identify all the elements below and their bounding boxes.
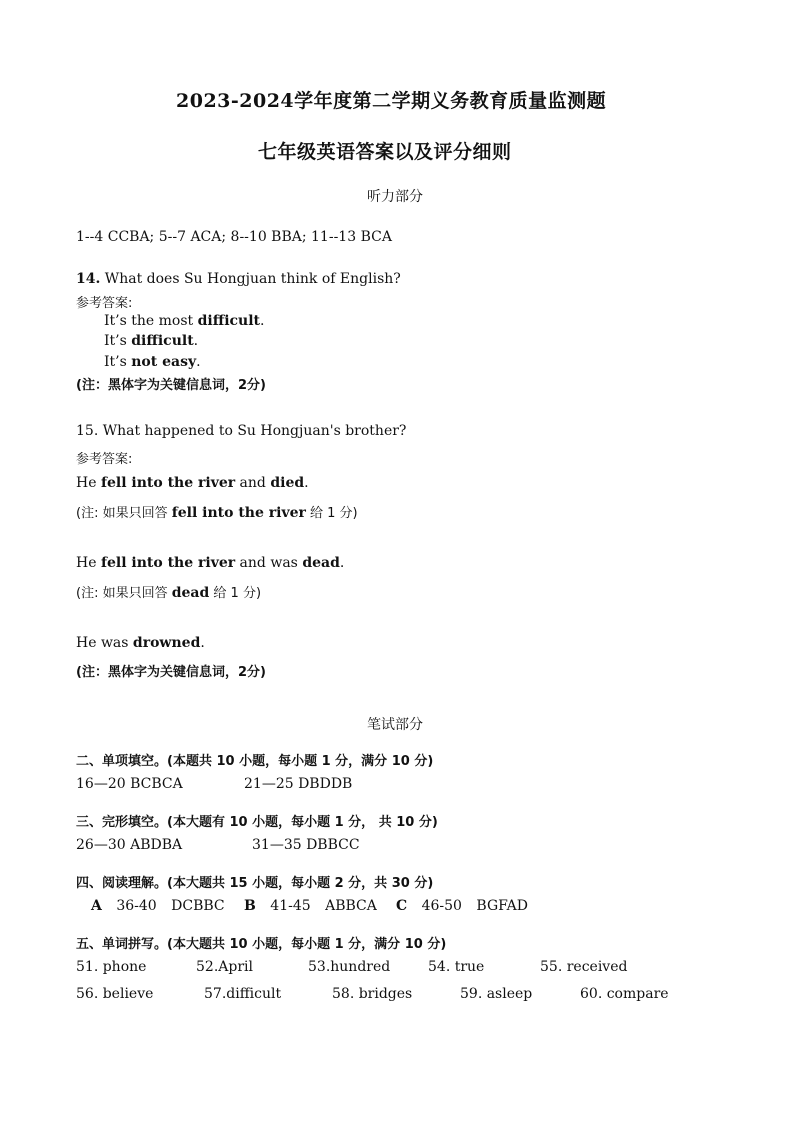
written-header: 笔试部分 (367, 717, 423, 733)
q14-answer-1-post: . (260, 313, 265, 329)
answer-54: 54. true (428, 959, 485, 975)
answer-60: 60. compare (580, 986, 669, 1002)
section-4-item-b-letter: B (244, 898, 256, 914)
q15-answer-2-key2: dead (302, 555, 340, 571)
section-4-item-a-range: 36-40 (116, 898, 157, 914)
section-3-answers-a: 26—30 ABDBA (76, 837, 183, 853)
answer-58: 58. bridges (332, 986, 413, 1002)
q14-answer-3-post: . (196, 354, 201, 370)
q15-note-3: (注：黑体字为关键信息词，2分) (76, 665, 266, 680)
section-4-item-a (91, 898, 225, 914)
q15-note-2 (76, 582, 261, 601)
q14-answer-2-post: . (193, 333, 199, 349)
q15-note-2-post: 给 1 分) (209, 586, 262, 601)
q14-question (76, 271, 401, 287)
q14-answer-2 (104, 333, 198, 349)
section-3-answers-b: 31—35 DBBCC (252, 837, 360, 853)
answer-55: 55. received (540, 959, 628, 975)
q15-answer-1-post: . (304, 475, 309, 491)
q15-answer-3 (76, 635, 205, 651)
q15-note-1-pre: (注: 如果只回答 (76, 506, 172, 521)
q15-note-2-pre: (注: 如果只回答 (76, 586, 172, 601)
answer-57: 57.difficult (204, 986, 282, 1002)
listening-header: 听力部分 (367, 189, 423, 205)
section-3-title: 三、完形填空。(本大题有 10 小题，每小题 1 分， 共 10 分) (76, 815, 438, 830)
section-4-title: 四、阅读理解。(本大题共 15 小题，每小题 2 分，共 30 分) (76, 876, 434, 891)
page-subtitle: 七年级英语答案以及评分细则 (258, 141, 512, 163)
q14-answer-3-key: not easy (131, 354, 197, 370)
q14-ref-label: 参考答案: (76, 296, 133, 311)
q15-note-1 (76, 502, 358, 521)
q14-answer-2-pre: It’s (104, 333, 132, 349)
q15-note-1-post: 给 1 分) (305, 506, 358, 521)
q15-answer-3-key: drowned (132, 635, 201, 651)
page-title: 2023-2024学年度第二学期义务教育质量监测题 (176, 90, 607, 112)
section-4-item-c-answers: BGFAD (476, 898, 528, 914)
answer-52: 52.April (196, 959, 253, 975)
section-4-item-c-range: 46-50 (421, 898, 462, 914)
section-2-answers-b: 21—25 DBDDB (244, 776, 353, 792)
q15-answer-2-mid: and was (235, 555, 303, 571)
q15-note-2-key: dead (171, 585, 210, 601)
answer-51: 51. phone (76, 959, 147, 975)
q15-answer-2-post: . (339, 555, 345, 571)
q15-answer-1-pre: He (76, 475, 101, 491)
q15-answer-3-post: . (200, 635, 205, 651)
q15-answer-1-key: fell into the river (100, 475, 236, 491)
q14-text: What does Su Hongjuan think of English? (100, 271, 401, 287)
section-4-item-a-answers: DCBBC (171, 898, 225, 914)
answer-53: 53.hundred (308, 959, 391, 975)
q14-answer-1-pre: It’s the most (104, 313, 198, 329)
section-4-item-b (244, 898, 377, 914)
listening-answers: 1--4 CCBA; 5--7 ACA; 8--10 BBA; 11--13 BCA (76, 229, 392, 245)
section-5-title: 五、单词拼写。(本大题共 10 小题，每小题 1 分，满分 10 分) (76, 937, 447, 952)
section-2-title: 二、单项填空。(本题共 10 小题，每小题 1 分，满分 10 分) (76, 754, 434, 769)
q14-number: 14. (76, 271, 101, 287)
q15-answer-1-key2: died (270, 475, 305, 491)
q15-answer-2-pre: He (76, 555, 101, 571)
q14-answer-2-key: difficult (131, 333, 194, 349)
q14-answer-3-pre: It’s (104, 354, 132, 370)
q14-answer-1 (104, 313, 264, 329)
q14-note: (注：黑体字为关键信息词，2分) (76, 378, 266, 393)
q15-answer-2 (76, 555, 344, 571)
section-2-answers-a: 16—20 BCBCA (76, 776, 183, 792)
answer-56: 56. believe (76, 986, 154, 1002)
q15-answer-3-pre: He was (76, 635, 133, 651)
section-4-item-b-range: 41-45 (270, 898, 311, 914)
q15-answer-1-mid: and (235, 475, 271, 491)
q15-note-1-key: fell into the river (171, 505, 306, 521)
q15-answer-1 (76, 475, 309, 491)
section-4-item-b-answers: ABBCA (325, 898, 377, 914)
q15-ref-label: 参考答案: (76, 452, 133, 467)
section-4-item-c (396, 898, 528, 914)
q14-answer-1-key: difficult (197, 313, 260, 329)
q15-answer-2-key: fell into the river (100, 555, 236, 571)
section-4-item-a-letter: A (91, 898, 102, 914)
q15-question: 15. What happened to Su Hongjuan's brother? (76, 423, 407, 439)
answer-59: 59. asleep (460, 986, 533, 1002)
q14-answer-3 (104, 354, 201, 370)
section-4-item-c-letter: C (396, 898, 408, 914)
